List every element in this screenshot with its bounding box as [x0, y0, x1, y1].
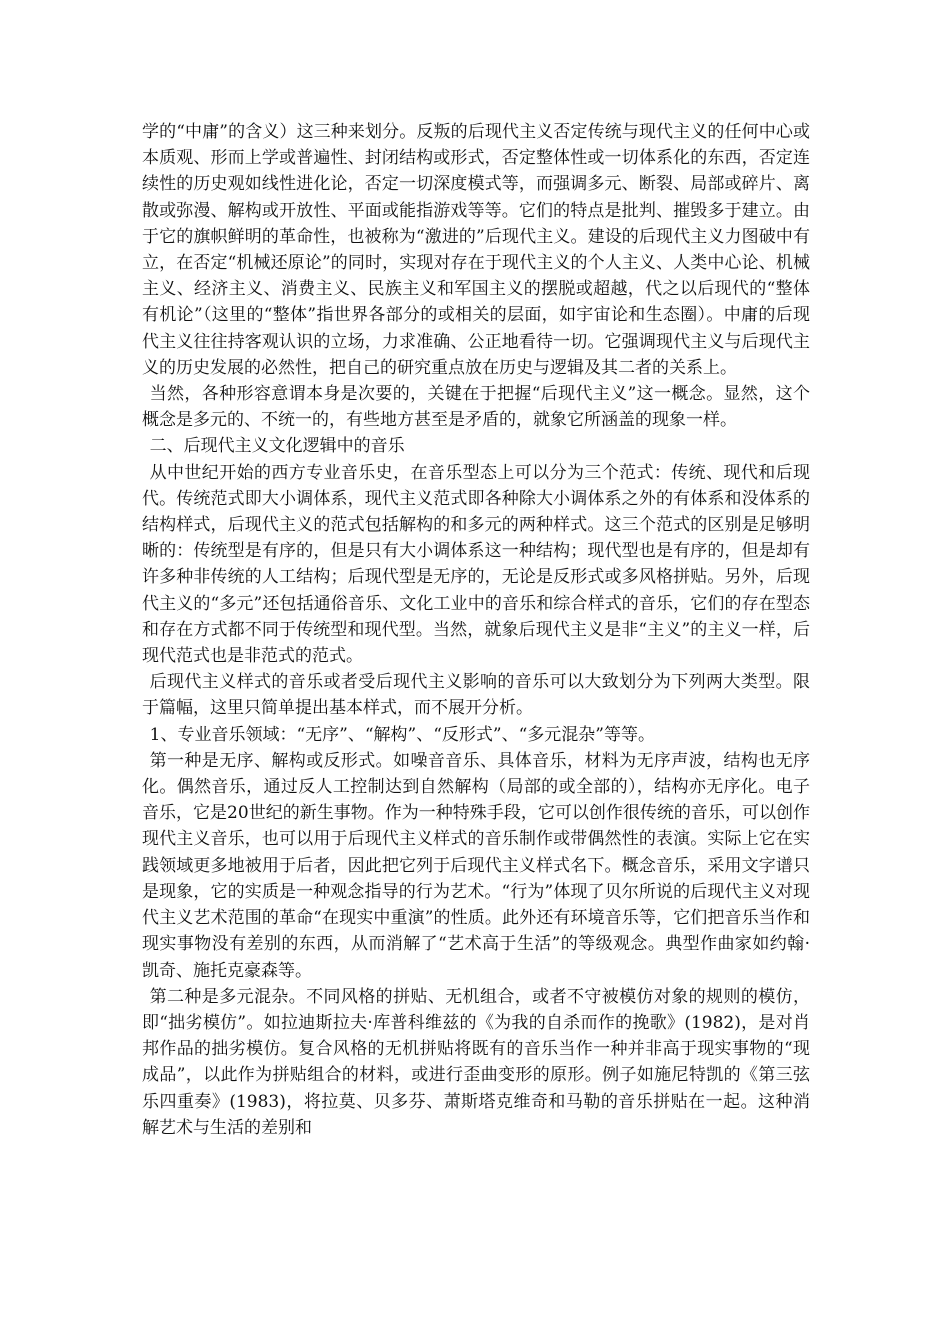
paragraph-two-types: 后现代主义样式的音乐或者受后现代主义影响的音乐可以大致划分为下列两大类型。限于篇幅，这里只简单提出基本样式，而不展开分析。	[142, 672, 810, 719]
paragraph-three-paradigms: 从中世纪开始的西方专业音乐史，在音乐型态上可以分为三个范式：传统、现代和后现代。传统范式即大小调体系，现代主义范式即各种除大小调体系之外的有体系和没体系的结构样式，后现代主义的范式包括解构的和多元的两种样式。这三个范式的区别是足够明晰的：传统型是有序的，但是只有大小调体系这一种结构；现代型也是有序的，但是却有许多种非传统的人工结构；后现代型是无序的，无论是反形式或多风格拼贴。另外，后现代主义的“多元”还包括通俗音乐、文化工业中的音乐和综合样式的音乐，它们的存在型态和存在方式都不同于传统型和现代型。当然，就象后现代主义是非“主义”的主义一样，后现代范式也是非范式的范式。	[142, 462, 810, 667]
paragraph-concept-note: 当然，各种形容意谓本身是次要的，关键在于把握“后现代主义”这一概念。显然，这个概念是多元的、不统一的，有些地方甚至是矛盾的，就象它所涵盖的现象一样。	[142, 384, 810, 431]
paragraph-professional-field: 1、专业音乐领域：“无序”、“解构”、“反形式”、“多元混杂”等等。	[149, 724, 655, 745]
section-heading: 二、后现代主义文化逻辑中的音乐	[149, 436, 405, 457]
document-page	[142, 119, 810, 1141]
paragraph-first-type: 第一种是无序、解构或反形式。如噪音音乐、具体音乐，材料为无序声波，结构也无序化。偶然音乐，通过反人工控制达到自然解构（局部的或全部的），结构亦无序化。电子音乐，它是20世纪的新生事物。作为一种特殊手段，它可以创作很传统的音乐，可以创作现代主义音乐，也可以用于后现代主义样式的音乐制作或带偶然性的表演。实际上它在实践领域更多地被用于后者，因此把它列于后现代主义样式名下。概念音乐，采用文字谱只是现象，它的实质是一种观念指导的行为艺术。“行为”体现了贝尔所说的后现代主义对现代主义艺术范围的革命“在现实中重演”的性质。此外还有环境音乐等，它们把音乐当作和现实事物没有差别的东西，从而消解了“艺术高于生活”的等级观念。典型作曲家如约翰·凯奇、施托克豪森等。	[142, 750, 810, 981]
paragraph-second-type: 第二种是多元混杂。不同风格的拼贴、无机组合，或者不守被模仿对象的规则的模仿，即“拙劣模仿”。如拉迪斯拉夫·库普科维兹的《为我的自杀而作的挽歌》(1982)，是对肖邦作品的拙劣模仿。复合风格的无机拼贴将既有的音乐当作一种并非高于现实事物的“现成品”，以此作为拼贴组合的材料，或进行歪曲变形的原形。例子如施尼特凯的《第三弦乐四重奏》(1983)，将拉莫、贝多芬、萧斯塔克维奇和马勒的音乐拼贴在一起。这种消解艺术与生活的差别和	[142, 986, 810, 1138]
paragraph-classification: 学的“中庸”的含义）这三种来划分。反叛的后现代主义否定传统与现代主义的任何中心或本质观、形而上学或普遍性、封闭结构或形式，否定整体性或一切体系化的东西，否定连续性的历史观如线性进化论，否定一切深度模式等，而强调多元、断裂、局部或碎片、离散或弥漫、解构或开放性、平面或能指游戏等等。它们的特点是批判、摧毁多于建立。由于它的旗帜鲜明的革命性，也被称为“激进的”后现代主义。建设的后现代主义力图破中有立，在否定“机械还原论”的同时，实现对存在于现代主义的个人主义、人类中心论、机械主义、经济主义、消费主义、民族主义和军国主义的摆脱或超越，代之以后现代的“整体有机论”（这里的“整体”指世界各部分的或相关的层面，如宇宙论和生态圈）。中庸的后现代主义往往持客观认识的立场，力求准确、公正地看待一切。它强调现代主义与后现代主义的历史发展的必然性，把自己的研究重点放在历史与逻辑及其二者的关系上。	[142, 122, 810, 378]
